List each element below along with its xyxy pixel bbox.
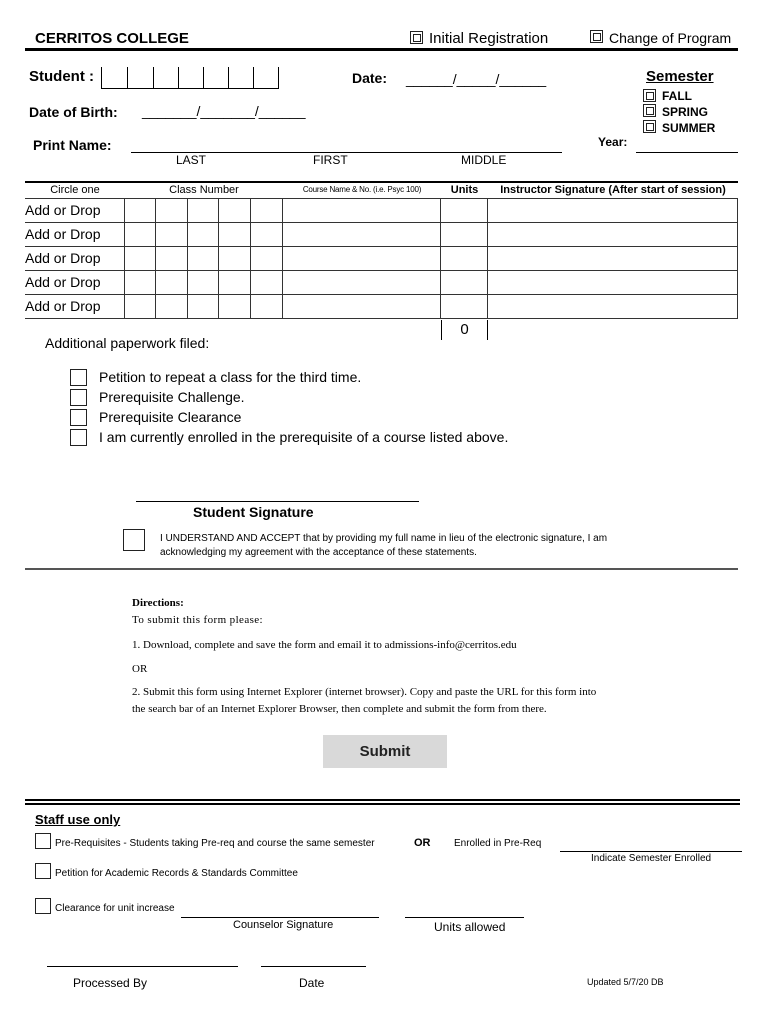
print-name-label: Print Name:: [33, 137, 112, 153]
processed-date-field[interactable]: [261, 966, 366, 967]
digit-divider: [101, 67, 102, 89]
processed-date-caption: Date: [299, 976, 325, 990]
enrolled-prereq-staff-label: Enrolled in Pre-Req: [454, 838, 542, 849]
directions-or: OR: [132, 663, 148, 675]
class-number-digit[interactable]: [156, 199, 188, 223]
header-divider: [25, 48, 738, 51]
add-drop-text: Add or Drop: [25, 273, 101, 290]
table-row: [25, 295, 738, 319]
fall-label: FALL: [662, 89, 692, 103]
add-drop-cell[interactable]: [25, 199, 125, 223]
class-number-digit[interactable]: [219, 199, 251, 223]
prereq-same-semester-checkbox[interactable]: [35, 833, 51, 849]
digit-divider: [278, 67, 279, 89]
add-drop-text: Add or Drop: [25, 249, 101, 266]
add-drop-text: Add or Drop: [25, 201, 101, 218]
staff-divider: [25, 799, 740, 801]
semester-title: Semester: [646, 68, 714, 85]
counselor-signature-caption: Counselor Signature: [233, 919, 334, 931]
course-name-cell[interactable]: [283, 295, 441, 319]
prereq-clearance-checkbox[interactable]: [70, 409, 87, 426]
staff-title: Staff use only: [35, 812, 121, 827]
circle-one-header: Circle one: [50, 184, 100, 196]
class-number-digit[interactable]: [156, 223, 188, 247]
add-drop-text: Add or Drop: [25, 297, 101, 314]
signature-divider: [25, 568, 738, 570]
directions-step1: 1. Download, complete and save the form and email it to admissions-info@cerritos.edu: [132, 639, 517, 651]
accept-terms-checkbox[interactable]: [123, 529, 145, 551]
prereq-same-semester-label: Pre-Requisites - Students taking Pre-req and course the same semester: [55, 838, 375, 849]
summer-checkbox[interactable]: [643, 120, 656, 133]
units-cell[interactable]: [441, 247, 488, 271]
counselor-signature-field[interactable]: [181, 917, 379, 918]
table-top-rule: [25, 181, 738, 183]
class-number-digit[interactable]: [188, 247, 219, 271]
first-name-caption: FIRST: [313, 153, 348, 167]
course-name-cell[interactable]: [283, 223, 441, 247]
class-number-header: Class Number: [169, 184, 239, 196]
class-number-digit[interactable]: [219, 223, 251, 247]
add-drop-cell[interactable]: [25, 247, 125, 271]
spring-checkbox[interactable]: [643, 104, 656, 117]
prereq-challenge-label: Prerequisite Challenge.: [99, 389, 245, 405]
table-row: [25, 223, 738, 247]
prereq-challenge-checkbox[interactable]: [70, 389, 87, 406]
course-name-cell[interactable]: [283, 247, 441, 271]
clearance-unit-checkbox[interactable]: [35, 898, 51, 914]
directions-step2-line2: the search bar of an Internet Explorer Browser, then complete and submit the form from there.: [132, 703, 547, 715]
class-number-digit[interactable]: [125, 199, 156, 223]
add-drop-cell[interactable]: [25, 295, 125, 319]
semester-enrolled-field[interactable]: [560, 851, 742, 852]
processed-by-field[interactable]: [47, 966, 238, 967]
enrolled-prereq-checkbox[interactable]: [70, 429, 87, 446]
staff-or-label: OR: [414, 837, 431, 849]
class-number-digit[interactable]: [156, 247, 188, 271]
instructor-signature-cell[interactable]: [488, 199, 738, 223]
class-number-digit[interactable]: [125, 247, 156, 271]
class-number-digit[interactable]: [188, 271, 219, 295]
digit-divider: [203, 67, 204, 89]
directions-title: Directions:: [132, 597, 184, 609]
units-cell[interactable]: [441, 295, 488, 319]
prereq-clearance-label: Prerequisite Clearance: [99, 409, 242, 425]
additional-paperwork-label: Additional paperwork filed:: [45, 335, 210, 351]
directions-intro: To submit this form please:: [132, 614, 264, 626]
dob-field[interactable]: _______/_______/______: [142, 103, 306, 119]
student-id-baseline: [101, 88, 278, 89]
fall-checkbox[interactable]: [643, 89, 656, 102]
student-label: Student :: [29, 68, 94, 85]
class-number-digit[interactable]: [219, 247, 251, 271]
class-number-digit[interactable]: [188, 199, 219, 223]
units-cell[interactable]: [441, 199, 488, 223]
class-number-digit[interactable]: [125, 271, 156, 295]
class-table: [25, 198, 738, 319]
units-cell[interactable]: [441, 271, 488, 295]
class-number-digit[interactable]: [125, 295, 156, 319]
year-field[interactable]: [636, 152, 738, 153]
date-field[interactable]: ______/_____/______: [406, 71, 547, 87]
units-allowed-caption: Units allowed: [434, 920, 506, 934]
clearance-unit-label: Clearance for unit increase: [55, 903, 175, 914]
middle-name-caption: MIDDLE: [461, 153, 507, 167]
change-of-program-label: Change of Program: [609, 30, 732, 46]
digit-divider: [228, 67, 229, 89]
course-name-header: Course Name & No. (i.e. Psyc 100): [302, 185, 422, 194]
course-name-cell[interactable]: [283, 199, 441, 223]
instructor-signature-cell[interactable]: [488, 271, 738, 295]
digit-divider: [253, 67, 254, 89]
class-number-digit[interactable]: [156, 271, 188, 295]
class-number-digit[interactable]: [219, 295, 251, 319]
class-number-digit[interactable]: [188, 223, 219, 247]
class-number-digit[interactable]: [251, 223, 283, 247]
initial-registration-label: Initial Registration: [429, 30, 549, 47]
enrolled-prereq-label: I am currently enrolled in the prerequisite of a course listed above.: [99, 429, 509, 445]
repeat-class-checkbox[interactable]: [70, 369, 87, 386]
processed-by-caption: Processed By: [73, 976, 148, 990]
petition-academic-checkbox[interactable]: [35, 863, 51, 879]
college-name: CERRITOS COLLEGE: [35, 30, 189, 47]
digit-divider: [178, 67, 179, 89]
add-drop-cell[interactable]: [25, 223, 125, 247]
class-number-digit[interactable]: [251, 199, 283, 223]
add-drop-text: Add or Drop: [25, 225, 101, 242]
class-number-digit[interactable]: [125, 223, 156, 247]
change-of-program-checkbox[interactable]: [590, 30, 603, 43]
table-row: [25, 271, 738, 295]
course-name-cell[interactable]: [283, 271, 441, 295]
instructor-signature-cell[interactable]: [488, 223, 738, 247]
class-number-digit[interactable]: [251, 247, 283, 271]
updated-note: Updated 5/7/20 DB: [587, 977, 664, 987]
agreement-text-line1: I UNDERSTAND AND ACCEPT that by providing my full name in lieu of the electronic signature, I am: [160, 533, 608, 544]
repeat-class-label: Petition to repeat a class for the third time.: [99, 369, 362, 385]
instructor-header: Instructor Signature (After start of session): [500, 184, 726, 196]
units-cell[interactable]: [441, 223, 488, 247]
student-signature-field[interactable]: [136, 501, 419, 502]
units-total: 0: [460, 321, 469, 338]
class-number-digit[interactable]: [156, 295, 188, 319]
units-allowed-field[interactable]: [405, 917, 524, 918]
digit-divider: [153, 67, 154, 89]
class-number-digit[interactable]: [251, 271, 283, 295]
dob-label: Date of Birth:: [29, 104, 118, 120]
instructor-signature-cell[interactable]: [488, 247, 738, 271]
directions-step2-line1: 2. Submit this form using Internet Explorer (internet browser). Copy and paste the URL for this form into: [132, 686, 597, 698]
add-drop-cell[interactable]: [25, 271, 125, 295]
table-row: [25, 199, 738, 223]
submit-button[interactable]: Submit: [323, 735, 447, 768]
summer-label: SUMMER: [662, 121, 716, 135]
indicate-semester-caption: Indicate Semester Enrolled: [591, 853, 712, 864]
student-signature-label: Student Signature: [193, 504, 314, 520]
date-label: Date:: [352, 70, 388, 86]
class-number-digit[interactable]: [188, 295, 219, 319]
units-header: Units: [450, 184, 479, 196]
year-label: Year:: [598, 135, 628, 149]
initial-registration-checkbox[interactable]: [410, 31, 423, 44]
class-number-digit[interactable]: [251, 295, 283, 319]
table-row: [25, 247, 738, 271]
agreement-text-line2: acknowledging my agreement with the acceptance of these statements.: [160, 547, 477, 558]
petition-academic-label: Petition for Academic Records & Standards Committee: [55, 868, 298, 879]
digit-divider: [127, 67, 128, 89]
spring-label: SPRING: [662, 105, 709, 119]
class-number-digit[interactable]: [219, 271, 251, 295]
staff-divider: [25, 803, 740, 805]
last-name-caption: LAST: [176, 153, 207, 167]
instructor-signature-cell[interactable]: [488, 295, 738, 319]
